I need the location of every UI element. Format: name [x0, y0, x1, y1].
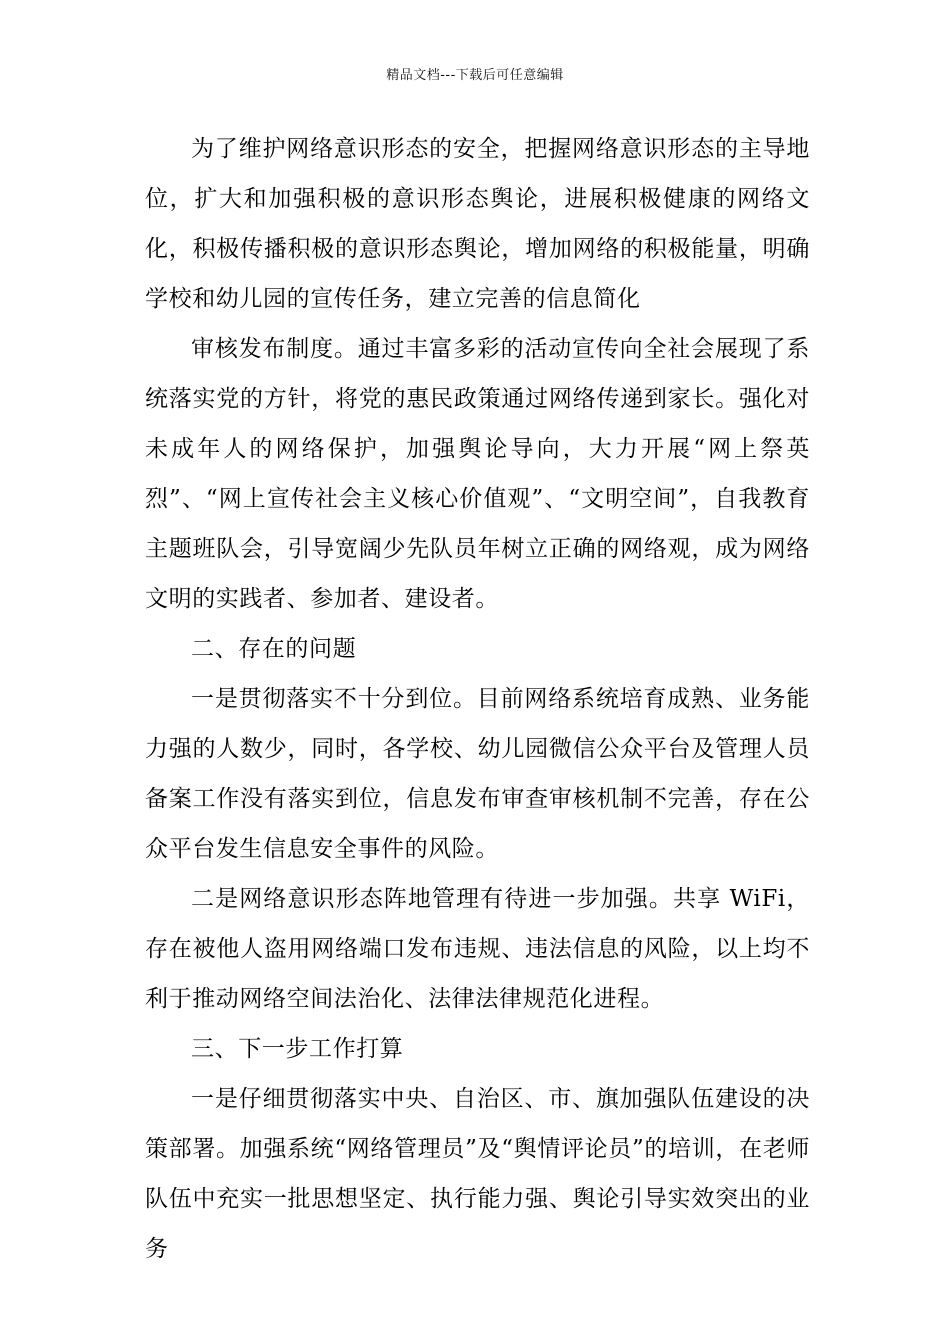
paragraph-review-system: 审核发布制度。通过丰富多彩的活动宣传向全社会展现了系统落实党的方针，将党的惠民政策通过网络传递到家长。强化对未成年人的网络保护，加强舆论导向，大力开展“网上祭英烈”、“网上宣传社会主义核心价值观”、“文明空间”，自我教育主题班队会，引导宽阔少先队员年树立正确的网络观，成为网络文明的实践者、参加者、建设者。 [145, 336, 810, 612]
page-header: 精品文档---下载后可任意编辑 [386, 68, 564, 83]
paragraph-problem-two: 二是网络意识形态阵地管理有待进一步加强。共享 WiFi，存在被他人盗用网络端口发布违规、违法信息的风险，以上均不利于推动网络空间法治化、法律法律规范化进程。 [145, 886, 810, 1012]
paragraph-intro: 为了维护网络意识形态的安全，把握网络意识形态的主导地位，扩大和加强积极的意识形态舆论，进展积极健康的网络文化，积极传播积极的意识形态舆论，增加网络的积极能量，明确学校和幼儿园的宣传任务，建立完善的信息简化 [145, 136, 810, 312]
paragraph-next-step-one: 一是仔细贯彻落实中央、自治区、市、旗加强队伍建设的决策部署。加强系统“网络管理员”及“舆情评论员”的培训，在老师队伍中充实一批思想坚定、执行能力强、舆论引导实效突出的业务 [145, 1086, 810, 1262]
section-heading-problems: 二、存在的问题 [191, 636, 357, 662]
paragraph-problem-one: 一是贯彻落实不十分到位。目前网络系统培育成熟、业务能力强的人数少，同时，各学校、幼儿园微信公众平台及管理人员备案工作没有落实到位，信息发布审查审核机制不完善，存在公众平台发生信息安全事件的风险。 [145, 686, 810, 862]
section-heading-next-steps: 三、下一步工作打算 [191, 1036, 404, 1062]
document-body [145, 124, 810, 1274]
